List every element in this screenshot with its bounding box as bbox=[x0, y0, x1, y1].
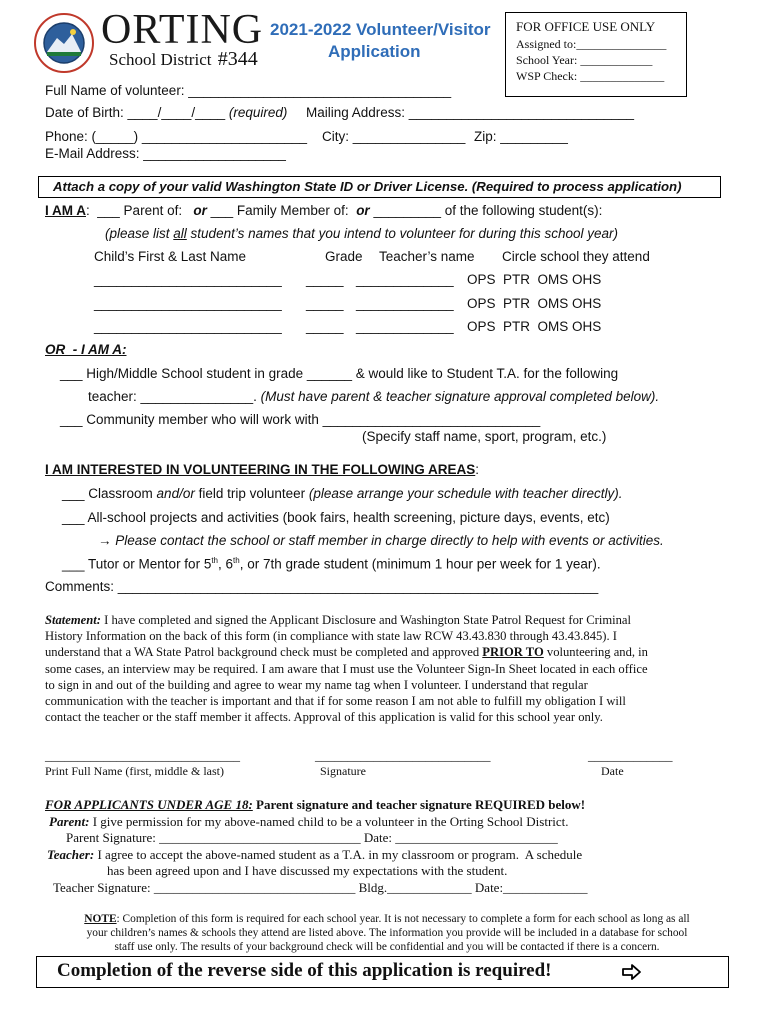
email-field[interactable]: E-Mail Address: ___________________ bbox=[45, 146, 286, 161]
parent-signature-line[interactable]: Parent Signature: _______________________________ Date: _________________________ bbox=[66, 830, 558, 845]
logo-wordmark: ORTING bbox=[101, 7, 264, 53]
teacher-blank[interactable]: _____________ bbox=[356, 296, 454, 311]
attach-id-text: Attach a copy of your valid Washington State ID or Driver License. (Required to process application) bbox=[53, 179, 682, 194]
teacher-signature-line[interactable]: Teacher Signature: _______________________________ Bldg._____________ Date:_____________ bbox=[53, 880, 588, 895]
parent-permission: Parent: I give permission for my above-named child to be a volunteer in the Orting School District. bbox=[49, 814, 569, 829]
specify-staff-note: (Specify staff name, sport, program, etc.) bbox=[362, 429, 607, 444]
col-header-teacher: Teacher’s name bbox=[379, 249, 475, 264]
print-name-label: Print Full Name (first, middle & last) bbox=[45, 764, 224, 778]
district-seal-icon bbox=[33, 12, 95, 74]
full-name-field[interactable]: Full Name of volunteer: ___________________________________ bbox=[45, 83, 452, 98]
phone-field[interactable]: Phone: (_____) ______________________ bbox=[45, 129, 307, 144]
arrow-right-icon bbox=[622, 963, 642, 981]
dob-field[interactable]: Date of Birth: ____/____/____ (required) bbox=[45, 105, 288, 120]
date-line[interactable]: _____________ bbox=[588, 748, 673, 763]
teacher-ta-line[interactable]: teacher: _______________. (Must have parent & teacher signature approval completed below). bbox=[88, 389, 660, 404]
office-wsp-check: WSP Check: ______________ bbox=[516, 69, 665, 83]
col-header-grade: Grade bbox=[325, 249, 363, 264]
interested-heading: I AM INTERESTED IN VOLUNTEERING IN THE FOLLOWING AREAS: bbox=[45, 462, 480, 477]
note-block: NOTE: Completion of this form is required for each school year. It is not necessary to complete a form for each school as long as all your children’s names & schools they attend are listed above. The information you provide will be included in a database for school staff use only. The results of your background check will be confidential and you will be contacted if there is a concern. bbox=[84, 913, 690, 954]
city-field[interactable]: City: _______________ bbox=[322, 129, 466, 144]
school-options[interactable]: OPS PTR OMS OHS bbox=[467, 319, 602, 334]
office-use-box bbox=[505, 12, 687, 97]
child-name-blank[interactable]: _________________________ bbox=[94, 296, 282, 311]
student-ta-line[interactable]: ___ High/Middle School student in grade ______ & would like to Student T.A. for the following bbox=[60, 366, 619, 381]
teacher-blank[interactable]: _____________ bbox=[356, 319, 454, 334]
office-title: FOR OFFICE USE ONLY bbox=[516, 19, 656, 34]
classroom-option[interactable]: ___ Classroom and/or field trip volunteer (please arrange your schedule with teacher directly). bbox=[62, 486, 623, 501]
grade-blank[interactable]: _____ bbox=[306, 319, 344, 334]
child-name-blank[interactable]: _________________________ bbox=[94, 272, 282, 287]
teacher-agreement-cont: has been agreed upon and I have discussed my expectations with the student. bbox=[107, 863, 508, 878]
col-header-child-name: Child’s First & Last Name bbox=[94, 249, 247, 264]
list-students-note: (please list all student’s names that you intend to volunteer for during this school year) bbox=[105, 226, 619, 241]
under-18-heading: FOR APPLICANTS UNDER AGE 18: Parent signature and teacher signature REQUIRED below! bbox=[45, 797, 586, 812]
tutor-option[interactable]: ___ Tutor or Mentor for 5th, 6th, or 7th grade student (minimum 1 hour per week for 1 year). bbox=[62, 556, 601, 572]
mailing-address-field[interactable]: Mailing Address: ______________________________ bbox=[306, 105, 635, 120]
signature-line[interactable]: ___________________________ bbox=[315, 748, 491, 763]
col-header-school: Circle school they attend bbox=[502, 249, 650, 264]
office-school-year: School Year: ____________ bbox=[516, 53, 653, 67]
comments-field[interactable]: Comments: ________________________________________________________________ bbox=[45, 579, 599, 594]
form-title-line1: 2021-2022 Volunteer/Visitor bbox=[270, 20, 491, 39]
child-name-blank[interactable]: _________________________ bbox=[94, 319, 282, 334]
signature-label: Signature bbox=[320, 764, 366, 778]
i-am-a-line: I AM A: ___ Parent of: or ___ Family Member of: or _________ of the following student(s): bbox=[45, 203, 603, 218]
reverse-side-box bbox=[36, 956, 729, 988]
attach-id-box bbox=[38, 176, 721, 198]
school-options[interactable]: OPS PTR OMS OHS bbox=[467, 296, 602, 311]
statement-block: Statement: I have completed and signed the Applicant Disclosure and Washington State Patrol Request for Criminal History Information on the back of this form (in compliance with state law RCW 43.43.830 through 43.43.845). I understand that a WA State Patrol background check must be completed and approved PRIOR TO volunteering and, in some cases, an interview may be required. I am aware that I must use the Volunteer Sign-In Sheet located in each office to sign in and out of the building and agree to wear my name tag when I volunteer. I understand that regular communication with the teacher is important and that if for some reason I am not able to fulfill my obligation I will contact the teacher or the staff member it affects. Approval of this application is valid for this school year only. bbox=[45, 613, 648, 725]
all-school-option[interactable]: ___ All-school projects and activities (book fairs, health screening, picture days, events, etc) bbox=[62, 510, 610, 525]
community-member-line[interactable]: ___ Community member who will work with _____________________________ bbox=[60, 412, 541, 427]
form-title-line2: Application bbox=[328, 42, 421, 61]
grade-blank[interactable]: _____ bbox=[306, 272, 344, 287]
teacher-blank[interactable]: _____________ bbox=[356, 272, 454, 287]
zip-field[interactable]: Zip: _________ bbox=[474, 129, 568, 144]
office-assigned: Assigned to:_______________ bbox=[516, 37, 667, 51]
reverse-side-text: Completion of the reverse side of this application is required! bbox=[57, 960, 552, 981]
or-i-am-a-heading: OR - I AM A: bbox=[45, 342, 127, 357]
logo-subtitle: School District #344 bbox=[109, 48, 258, 70]
print-name-line[interactable]: ______________________________ bbox=[45, 748, 240, 763]
school-options[interactable]: OPS PTR OMS OHS bbox=[467, 272, 602, 287]
date-label: Date bbox=[601, 764, 624, 778]
teacher-agreement: Teacher: I agree to accept the above-named student as a T.A. in my classroom or program. A schedule bbox=[47, 847, 583, 862]
grade-blank[interactable]: _____ bbox=[306, 296, 344, 311]
district-logo bbox=[33, 7, 264, 74]
contact-staff-note: → Please contact the school or staff member in charge directly to help with events or activities. bbox=[98, 533, 664, 548]
